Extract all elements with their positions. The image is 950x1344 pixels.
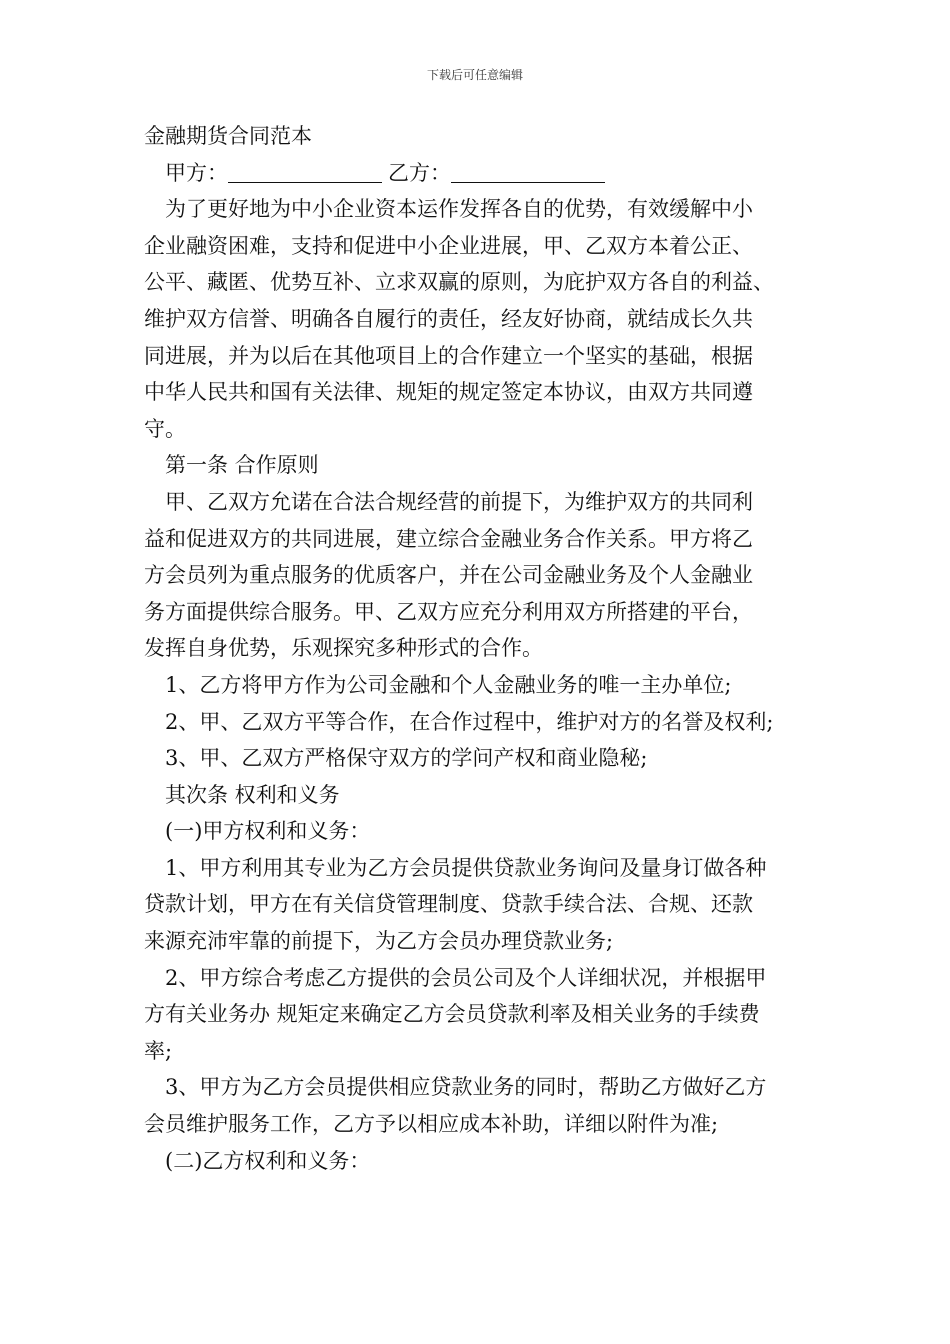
paragraph-line: 甲、乙双方允诺在合法合规经营的前提下，为维护双方的共同利 xyxy=(165,489,753,514)
section-heading: 其次条 权利和义务 xyxy=(165,782,340,807)
header-note: 下载后可任意编辑 xyxy=(426,68,523,82)
list-item: 3、甲方为乙方会员提供相应贷款业务的同时，帮助乙方做好乙方 xyxy=(165,1075,767,1100)
party-b-blank xyxy=(451,158,605,183)
paragraph-line: 中华人民共和国有关法律、规矩的规定签定本协议，由双方共同遵 xyxy=(144,380,753,405)
paragraph-line: 率; xyxy=(144,1038,173,1063)
paragraph-line: 务方面提供综合服务。甲、乙双方应充分利用双方所搭建的平台， xyxy=(144,599,753,624)
party-b-label: 乙方： xyxy=(388,160,451,185)
paragraph-line: 企业融资困难，支持和促进中小企业进展，甲、乙双方本着公正、 xyxy=(144,233,753,258)
subsection-heading: (一)甲方权利和义务： xyxy=(165,819,371,844)
paragraph-line: 方有关业务办 规矩定来确定乙方会员贷款利率及相关业务的手续费 xyxy=(144,1002,760,1027)
list-item: 1、甲方利用其专业为乙方会员提供贷款业务询问及量身订做各种 xyxy=(165,855,767,880)
list-item: 3、甲、乙双方严格保守双方的学问产权和商业隐秘; xyxy=(165,746,648,771)
list-item: 2、甲方综合考虑乙方提供的会员公司及个人详细状况，并根据甲 xyxy=(165,965,767,990)
section-heading: 第一条 合作原则 xyxy=(165,453,319,478)
document-body xyxy=(144,118,824,1179)
paragraph-line: 会员维护服务工作，乙方予以相应成本补助，详细以附件为准; xyxy=(144,1112,719,1137)
paragraph-line: 来源充沛牢靠的前提下，为乙方会员办理贷款业务; xyxy=(144,929,614,954)
paragraph-line: 发挥自身优势，乐观探究多种形式的合作。 xyxy=(144,636,543,661)
paragraph-line: 益和促进双方的共同进展，建立综合金融业务合作关系。甲方将乙 xyxy=(144,526,753,551)
paragraph-line: 方会员列为重点服务的优质客户，并在公司金融业务及个人金融业 xyxy=(144,563,753,588)
paragraph-line: 维护双方信誉、明确各自履行的责任，经友好协商，就结成长久共 xyxy=(144,306,753,331)
paragraph-line: 守。 xyxy=(144,416,186,441)
paragraph-line: 贷款计划，甲方在有关信贷管理制度、贷款手续合法、合规、还款 xyxy=(144,892,753,917)
party-a-blank xyxy=(228,158,382,183)
parties-line xyxy=(144,155,824,192)
paragraph-line: 公平、藏匿、优势互补、立求双赢的原则，为庇护双方各自的利益、 xyxy=(144,270,774,295)
paragraph-line: 为了更好地为中小企业资本运作发挥各自的优势，有效缓解中小 xyxy=(165,197,753,222)
party-a-label: 甲方： xyxy=(165,160,228,185)
subsection-heading: (二)乙方权利和义务： xyxy=(165,1148,371,1173)
list-item: 1、乙方将甲方作为公司金融和个人金融业务的唯一主办单位; xyxy=(165,672,732,697)
list-item: 2、甲、乙双方平等合作，在合作过程中，维护对方的名誉及权利; xyxy=(165,709,774,734)
document-title: 金融期货合同范本 xyxy=(144,124,312,148)
paragraph-line: 同进展，并为以后在其他项目上的合作建立一个坚实的基础，根据 xyxy=(144,343,753,368)
